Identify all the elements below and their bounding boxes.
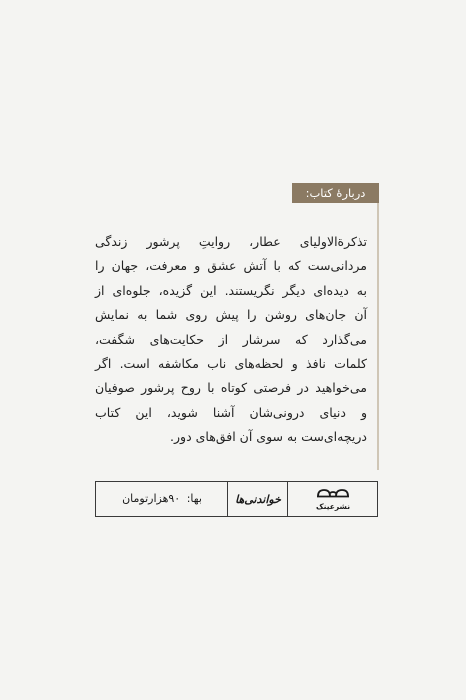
price	[100, 482, 224, 516]
book-description	[95, 230, 367, 450]
description-line: تذکرة‌الاولیای عطار، روایتِ پرشور زندگی	[95, 234, 367, 249]
description-line: دریچه‌ای‌ست به سوی آن افق‌های دور.	[170, 429, 367, 445]
price-footer-box	[95, 481, 378, 517]
publisher-name: نشرعینک	[315, 502, 351, 511]
price-label: بها:	[186, 492, 202, 505]
description-line: می‌گذارد که سرشار از حکایت‌های شگفت،	[95, 331, 367, 347]
price-value: ۹۰هزارتومان	[122, 492, 181, 505]
description-line: مردانی‌ست که با آتش عشق و معرفت، جهان را	[95, 258, 367, 274]
publisher-logo	[296, 487, 370, 513]
description-line: می‌خواهید در فرصتی کوتاه با روح پرشور صوفیان	[95, 380, 367, 396]
description-line: به دیده‌ای دیگر نگریستند. این گزیده، جلوه‌ای از	[95, 282, 367, 298]
frame-vertical-rule	[377, 183, 379, 470]
description-line: کلمات نافذ و لحظه‌های ناب مکاشفه است. اگر	[95, 356, 367, 372]
glasses-icon	[317, 490, 349, 497]
description-line: آن جان‌های روشن را پیش روی شما به نمایش	[95, 307, 367, 323]
footer-divider	[227, 482, 228, 516]
footer-divider	[287, 482, 288, 516]
series-logo: خواندنی‌ها	[235, 493, 281, 506]
section-header: دربارهٔ کتاب:	[292, 183, 379, 203]
description-line: و دنیای درونی‌شان آشنا شوید، این کتاب	[95, 404, 367, 420]
